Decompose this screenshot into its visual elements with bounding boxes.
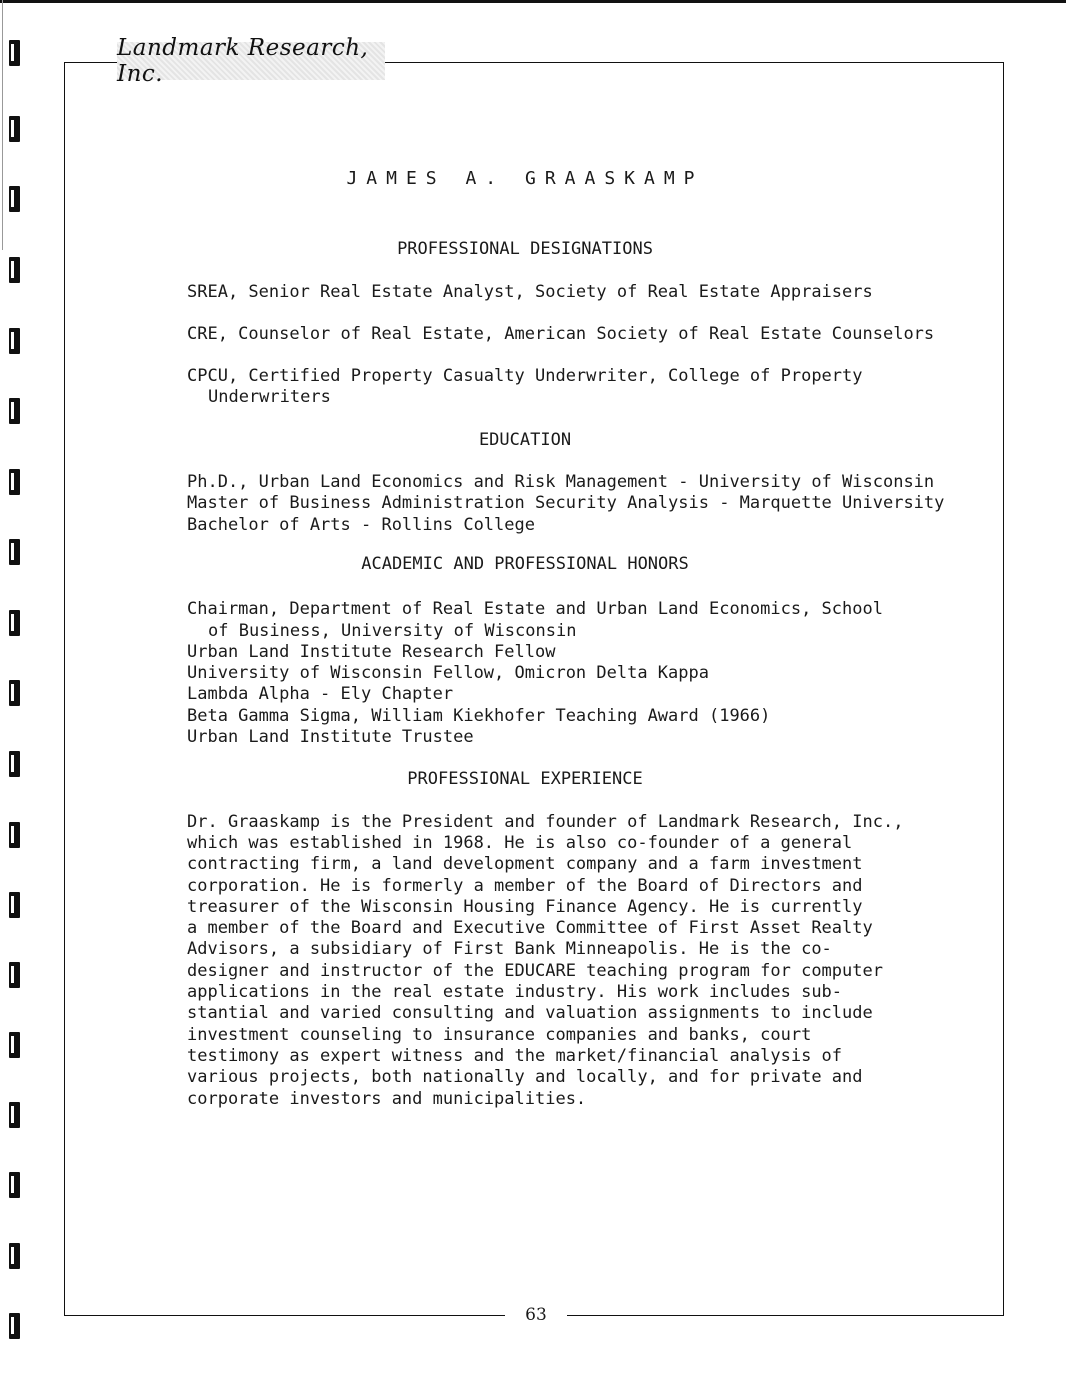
honor-item: Urban Land Institute Research Fellow xyxy=(187,641,556,662)
left-margin-rule xyxy=(2,0,3,250)
designation-item: CRE, Counselor of Real Estate, American Society of Real Estate Counselors xyxy=(187,323,935,344)
experience-line: testimony as expert witness and the market/financial analysis of xyxy=(187,1045,843,1066)
binding-hole xyxy=(9,328,20,354)
logo-text: Landmark Research, Inc. xyxy=(117,35,369,87)
experience-line: Dr. Graaskamp is the President and founder of Landmark Research, Inc., xyxy=(187,811,904,832)
binding-hole xyxy=(9,680,20,706)
experience-line: contracting firm, a land development company and a farm investment xyxy=(187,854,863,875)
experience-line: designer and instructor of the EDUCARE teaching program for computer xyxy=(187,960,883,981)
page-top-edge xyxy=(0,0,1066,3)
experience-line: treasurer of the Wisconsin Housing Finance Agency. He is currently xyxy=(187,896,863,917)
resume-content xyxy=(187,168,987,1110)
binding-hole xyxy=(9,822,20,848)
honor-item: University of Wisconsin Fellow, Omicron Delta Kappa xyxy=(187,663,709,684)
binding-hole xyxy=(9,751,20,777)
experience-heading: PROFESSIONAL EXPERIENCE xyxy=(407,769,643,790)
experience-line: corporate investors and municipalities. xyxy=(187,1088,587,1109)
education-item: Bachelor of Arts - Rollins College xyxy=(187,514,535,535)
honor-item: Chairman, Department of Real Estate and Urban Land Economics, School of Business, University of Wisconsin xyxy=(187,599,883,641)
honor-item: Urban Land Institute Trustee xyxy=(187,727,474,748)
person-name: JAMES A. GRAASKAMP xyxy=(346,168,704,189)
binding-hole xyxy=(9,1313,20,1339)
binding-hole xyxy=(9,40,20,66)
company-logo xyxy=(117,35,385,87)
binding-hole xyxy=(9,1032,20,1058)
experience-line: a member of the Board and Executive Committee of First Asset Realty xyxy=(187,918,873,939)
binding-hole xyxy=(9,398,20,424)
binding-hole xyxy=(9,892,20,918)
experience-line: which was established in 1968. He is also co-founder of a general xyxy=(187,832,853,853)
binding-hole xyxy=(9,962,20,988)
honor-item: Beta Gamma Sigma, William Kiekhofer Teaching Award (1966) xyxy=(187,705,771,726)
designations-list xyxy=(187,282,987,409)
education-heading: EDUCATION xyxy=(478,429,572,450)
experience-line: investment counseling to insurance companies and banks, court xyxy=(187,1024,812,1045)
page-number: 63 xyxy=(505,1302,567,1328)
education-item: Ph.D., Urban Land Economics and Risk Management - University of Wisconsin xyxy=(187,472,935,493)
designation-item: SREA, Senior Real Estate Analyst, Society of Real Estate Appraisers xyxy=(187,281,873,302)
education-item: Master of Business Administration Security Analysis - Marquette University xyxy=(187,493,945,514)
binding-hole xyxy=(9,116,20,142)
binding-hole xyxy=(9,539,20,565)
binding-hole xyxy=(9,186,20,212)
experience-line: applications in the real estate industry. His work includes sub- xyxy=(187,982,843,1003)
experience-line: corporation. He is formerly a member of the Board of Directors and xyxy=(187,875,863,896)
honors-heading: ACADEMIC AND PROFESSIONAL HONORS xyxy=(361,553,689,574)
experience-line: Advisors, a subsidiary of First Bank Minneapolis. He is the co- xyxy=(187,939,832,960)
binding-hole xyxy=(9,610,20,636)
designation-item: CPCU, Certified Property Casualty Underwriter, College of Property Underwriters xyxy=(187,366,863,408)
binding-hole xyxy=(9,1102,20,1128)
experience-line: stantial and varied consulting and valuation assignments to include xyxy=(187,1003,873,1024)
honor-item: Lambda Alpha - Ely Chapter xyxy=(187,684,454,705)
experience-line: various projects, both nationally and locally, and for private and xyxy=(187,1067,863,1088)
honors-list xyxy=(187,599,987,748)
binding-hole xyxy=(9,257,20,283)
binding-hole xyxy=(9,469,20,495)
experience-paragraph xyxy=(187,812,977,1110)
designations-heading: PROFESSIONAL DESIGNATIONS xyxy=(397,239,653,260)
binding-hole xyxy=(9,1172,20,1198)
binding-hole xyxy=(9,1243,20,1269)
education-list xyxy=(187,472,987,536)
